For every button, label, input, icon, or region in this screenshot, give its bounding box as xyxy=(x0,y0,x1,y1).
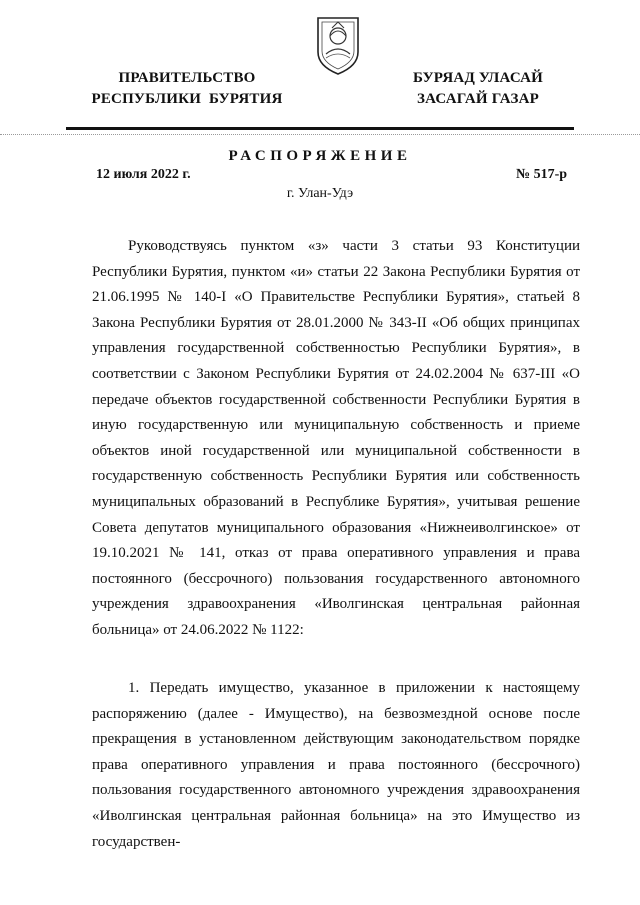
document-number: № 517-р xyxy=(516,167,568,182)
clause-1-text: 1. Передать имущество, указанное в приложении к настоящему распоряжению (далее - Имущество), на безвозмездной основе после прекращения в установленном действующим законодательством порядке права оперативного управления и права постоянного (бессрочного) пользования государственного автономного учреждения здравоохранения «Иволгинская центральная районная больница» на это Имущество из государствен- xyxy=(92,680,580,850)
preamble-paragraph xyxy=(92,234,580,644)
document-date: 12 июля 2022 г. xyxy=(96,167,191,182)
org-right-line2: ЗАСАГАЙ ГАЗАР xyxy=(417,91,539,107)
coat-of-arms-icon xyxy=(312,14,364,76)
org-name-russian xyxy=(82,68,292,110)
org-name-buryat xyxy=(398,68,558,110)
org-left-line1: ПРАВИТЕЛЬСТВО xyxy=(118,70,256,86)
document-city: г. Улан-Удэ xyxy=(286,186,354,201)
document-title: РАСПОРЯЖЕНИЕ xyxy=(228,148,412,164)
org-right-line1: БУРЯАД УЛАСАЙ xyxy=(412,70,544,86)
org-left-line2: РЕСПУБЛИКИ БУРЯТИЯ xyxy=(91,91,283,107)
preamble-text: Руководствуясь пунктом «з» части 3 статьи 93 Конституции Республики Бурятия, пунктом «и» статьи 22 Закона Республики Бурятия от 21.06.1995 № 140-I «О Правительстве Республики Бурятия», статьей 8 Закона Республики Бурятия от 28.01.2000 № 343-II «Об общих принципах управления государственной собственностью Республики Бурятия», в соответствии с Законом Республики Бурятия от 24.02.2004 № 637-III «О передаче объектов государственной собственности Республики Бурятия в иную государственную или муниципальную собственность и приеме объектов иной государственной или муниципальной собственности в государственную собственность Республики Бурятия или собственность муниципальных образований в Республике Бурятия», учитывая решение Совета депутатов муниципального образования «Нижнеиволгинское» от 19.10.2021 № 141, отказ от права оперативного управления и права постоянного (бессрочного) пользования государственного автономного учреждения здравоохранения «Иволгинская центральная районная больница» от 24.06.2022 № 1122: xyxy=(92,238,580,638)
clause-1-paragraph xyxy=(92,676,580,855)
dotted-divider xyxy=(0,134,640,135)
header-divider xyxy=(66,127,574,130)
